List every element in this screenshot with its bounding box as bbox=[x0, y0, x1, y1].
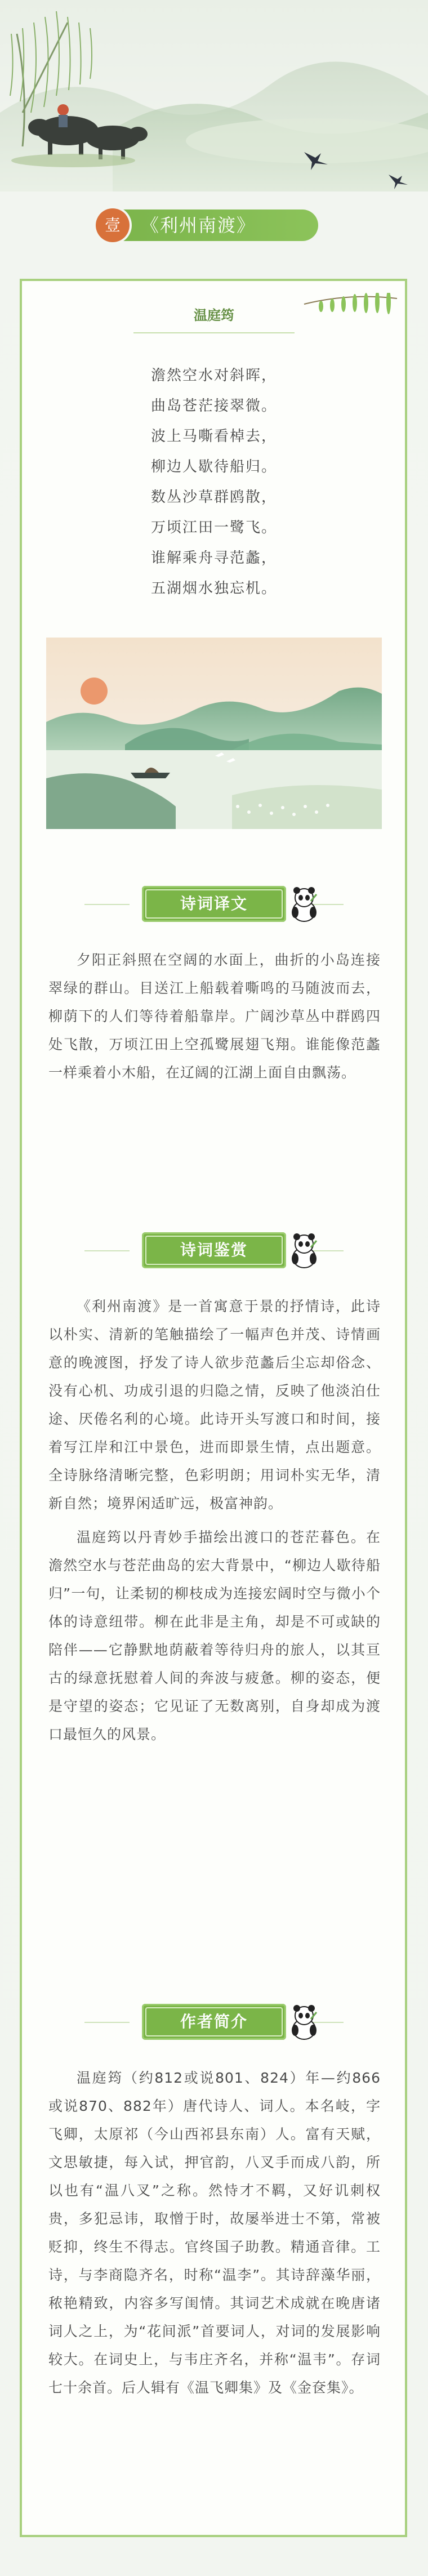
translation-title: 诗词译文 bbox=[180, 894, 248, 913]
landscape-painting bbox=[46, 638, 382, 829]
paragraph: 温庭筠（约812或说801、824）年—约866或说870、882年）唐代诗人、词人。本名岐，字飞卿，太原祁（今山西祁县东南）人。富有天赋，文思敏捷，每入试，押官韵，八叉手而成八韵，所以也有“温八叉”之称。然恃才不羁，又好讥刺权贵，多犯忌讳，取憎于时，故屡举进士不第，常被贬抑，终生不得志。官终国子助教。精通音律。工诗，与李商隐齐名，时称“温李”。其诗辞藻华丽，秾艳精致，内容多写闺情。其词艺术成就在晚唐诸词人之上，为“花间派”首要词人，对词的发展影响较大。在词史上，与韦庄齐名，并称“温韦”。存词七十余首。后人辑有《温飞卿集》及《金奁集》。 bbox=[48, 2070, 381, 2396]
panda-icon bbox=[287, 884, 321, 924]
poem-line: 数丛沙草群鸥散， bbox=[150, 489, 277, 506]
poem-line: 澹然空水对斜晖， bbox=[150, 367, 277, 384]
appreciation-title: 诗词鉴赏 bbox=[180, 1241, 248, 1259]
paragraph: 夕阳正斜照在空阔的水面上，曲折的小岛连接翠绿的群山。目送江上船载着嘶鸣的马随波而去，柳荫下的人们等待着船靠岸。广阔沙草丛中群鸥四处飞散，万顷江田上空孤鹭展翅飞翔。谁能像范蠡一样乘着小木船，在辽阔的江湖上面自由飘荡。 bbox=[48, 952, 381, 1081]
poem-line: 波上马嘶看棹去， bbox=[150, 428, 277, 445]
divider bbox=[133, 332, 295, 333]
poet-name: 温庭筠 bbox=[194, 307, 234, 323]
poem-line: 五湖烟水独忘机。 bbox=[150, 580, 277, 597]
author-title: 作者简介 bbox=[180, 2012, 248, 2031]
divider bbox=[84, 904, 130, 905]
poem-line: 曲岛苍茫接翠微。 bbox=[150, 398, 277, 415]
paragraph: 温庭筠以丹青妙手描绘出渡口的苍茫暮色。在澹然空水与苍茫曲岛的宏大背景中，“柳边人歇待船归”一句，让柔韧的柳枝成为连接宏阔时空与微小个体的诗意纽带。柳在此非是主角，却是不可或缺的陪伴——它静默地荫蔽着等待归舟的旅人，以其亘古的绿意抚慰着人间的奔波与疲惫。柳的姿态，便是守望的姿态；它见证了无数离别，自身却成为渡口最恒久的风景。 bbox=[48, 1529, 381, 1742]
poem-line: 万顷江田一鹭飞。 bbox=[150, 519, 277, 536]
section-title: 《利州南渡》 bbox=[141, 215, 256, 236]
poem-line: 谁解乘舟寻范蠡， bbox=[150, 550, 277, 567]
header-landscape-illustration bbox=[0, 0, 428, 191]
panda-icon bbox=[287, 1231, 321, 1270]
poem-body bbox=[0, 360, 428, 604]
poem-line: 柳边人歇待船归。 bbox=[150, 458, 277, 475]
panda-icon bbox=[287, 2002, 321, 2042]
translation-text bbox=[48, 946, 381, 1087]
divider bbox=[84, 1250, 130, 1251]
author-text bbox=[48, 2064, 381, 2402]
section-number-badge: 壹 bbox=[96, 208, 130, 242]
paragraph: 《利州南渡》是一首寓意于景的抒情诗，此诗以朴实、清新的笔触描绘了一幅声色并茂、诗情画意的晚渡图，抒发了诗人欲步范蠡后尘忘却俗念、没有心机、功成引退的归隐之情，反映了他淡泊仕途、厌倦名利的心境。此诗开头写渡口和时间，接着写江岸和江中景色，进而即景生情，点出题意。全诗脉络清晰完整，色彩明朗；用词朴实无华，清新自然；境界闲适旷远，极富神韵。 bbox=[48, 1298, 381, 1512]
appreciation-text bbox=[48, 1293, 381, 1749]
divider bbox=[84, 2022, 130, 2023]
